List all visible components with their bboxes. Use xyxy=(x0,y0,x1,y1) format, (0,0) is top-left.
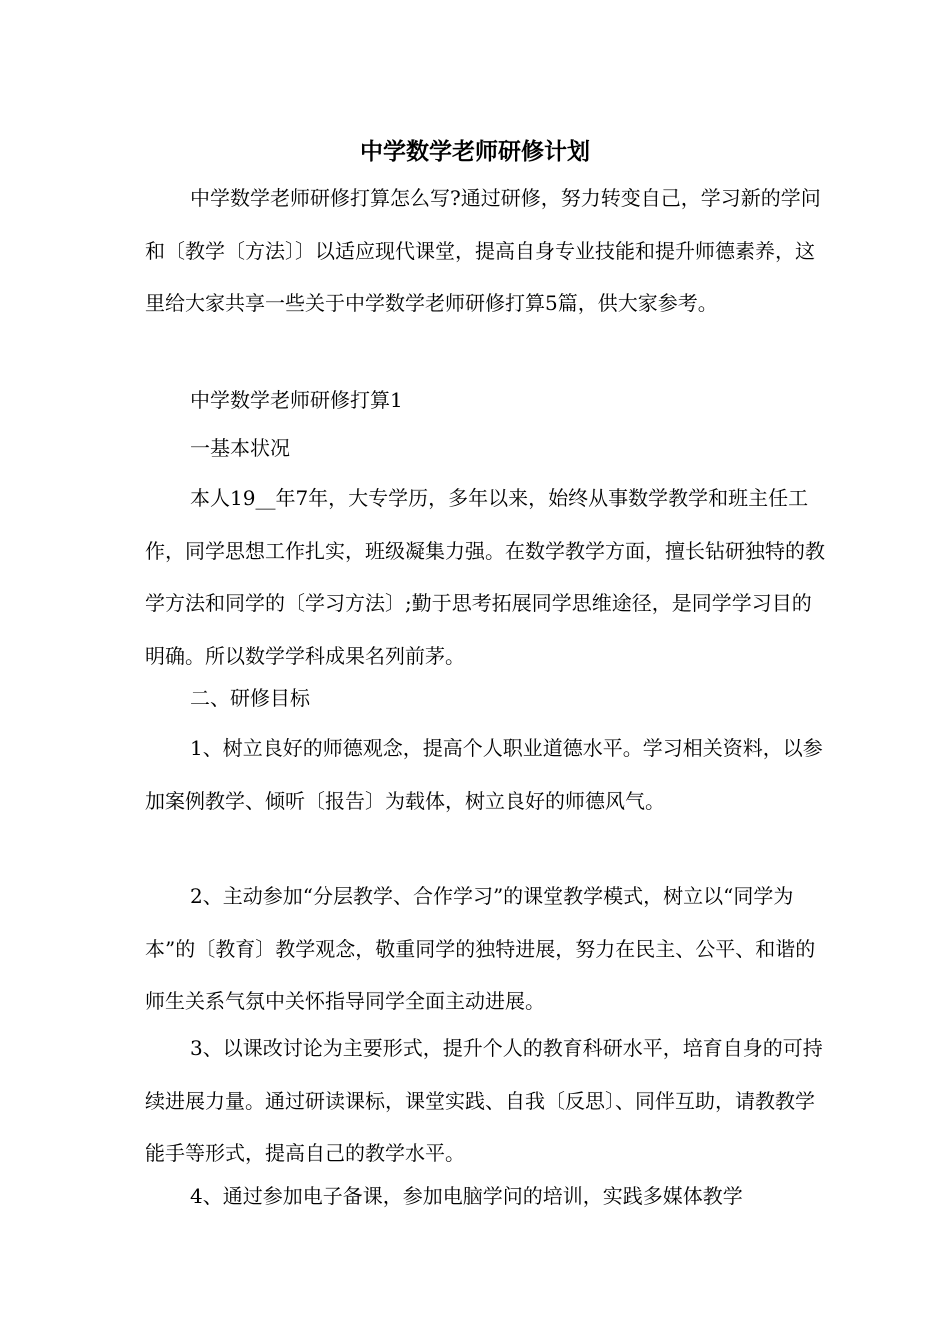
document-title: 中学数学老师研修计划 xyxy=(360,138,590,165)
section-heading-basic-situation: 一基本状况 xyxy=(190,436,290,460)
goal-item-1: 1、树立良好的师德观念，提高个人职业道德水平。学习相关资料，以参加案例教学、倾听〔报告〕为载体，树立良好的师德风气。 xyxy=(145,736,823,813)
section-heading-plan-1: 中学数学老师研修打算1 xyxy=(190,388,403,412)
intro-paragraph: 中学数学老师研修打算怎么写?通过研修，努力转变自己，学习新的学问和〔教学〔方法〕〕以适应现代课堂，提高自身专业技能和提升师德素养，这里给大家共享一些关于中学数学老师研修打算5篇，供大家参考。 xyxy=(145,186,821,315)
goal-item-4: 4、通过参加电子备课，参加电脑学问的培训，实践多媒体教学 xyxy=(190,1184,743,1208)
basic-situation-paragraph: 本人19__年7年，大专学历，多年以来，始终从事数学教学和班主任工作，同学思想工作扎实，班级凝集力强。在数学教学方面，擅长钻研独特的教学方法和同学的〔学习方法〕;勤于思考拓展同学思维途径，是同学学习目的明确。所以数学学科成果名列前茅。 xyxy=(145,486,825,668)
section-heading-goals: 二、研修目标 xyxy=(190,686,310,710)
goal-item-2: 2、主动参加“分层教学、合作学习”的课堂教学模式，树立以“同学为本”的〔教育〕教学观念，敬重同学的独特进展，努力在民主、公平、和谐的师生关系气氛中关怀指导同学全面主动进展。 xyxy=(145,884,816,1013)
goal-item-3: 3、以课改讨论为主要形式，提升个人的教育科研水平，培育自身的可持续进展力量。通过研读课标，课堂实践、自我〔反思〕、同伴互助，请教教学能手等形式，提高自己的教学水平。 xyxy=(145,1036,823,1165)
